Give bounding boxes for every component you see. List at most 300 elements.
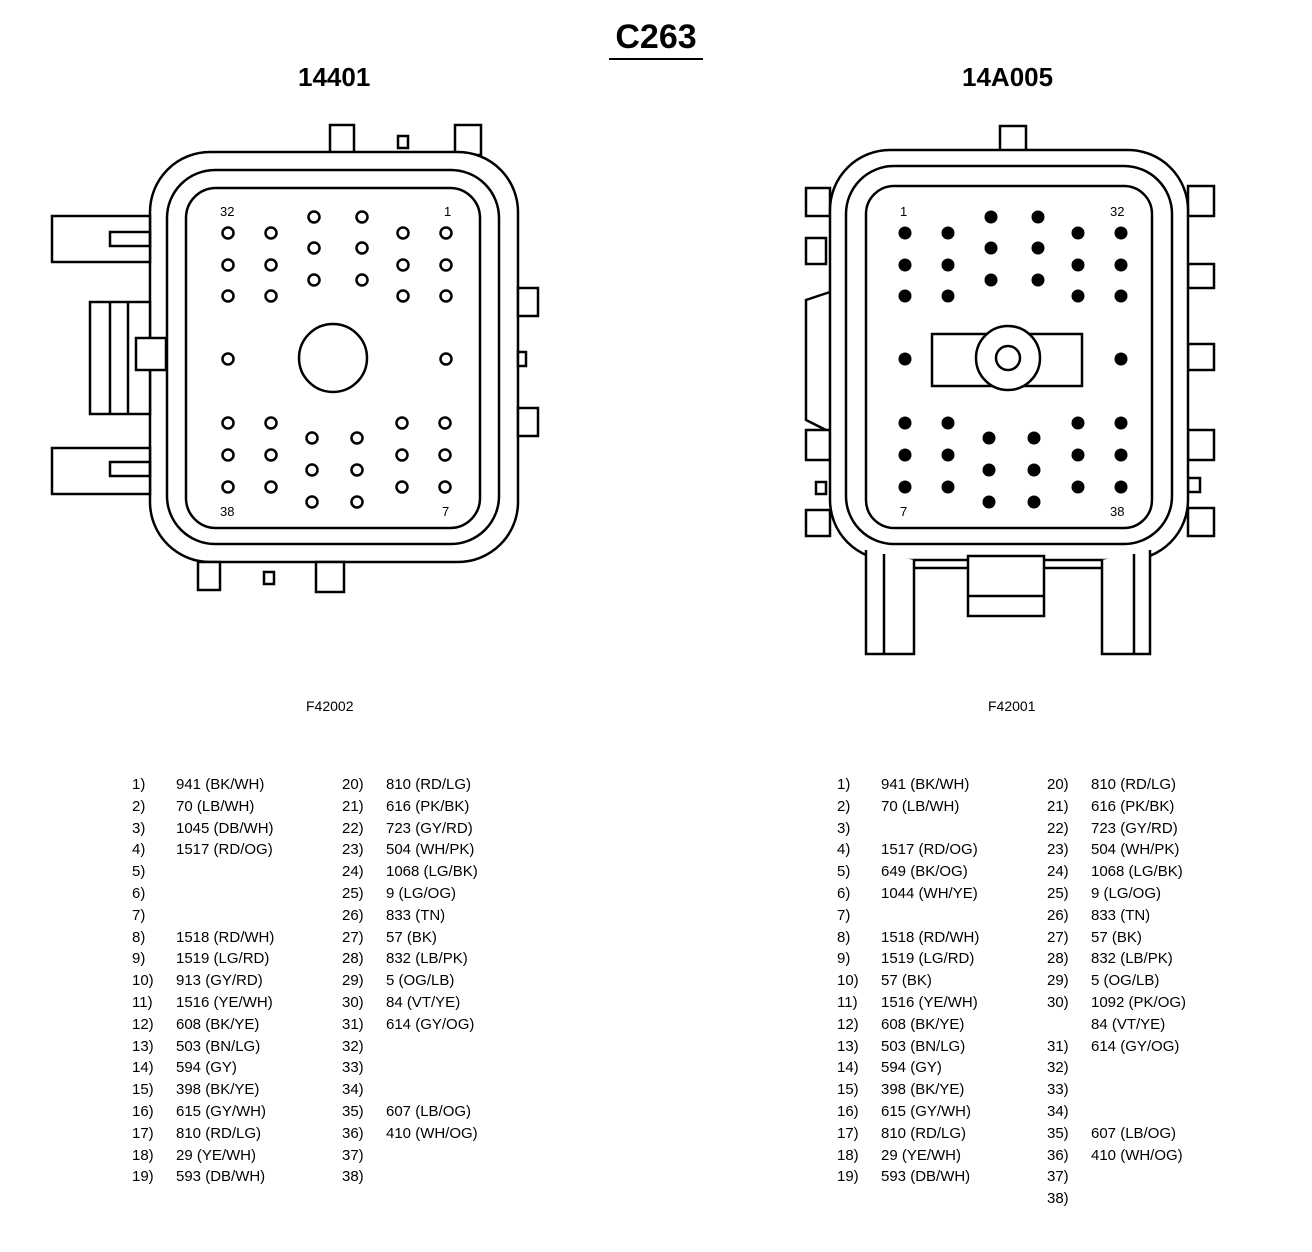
pinout-row (342, 776, 478, 798)
pinout-row (132, 776, 274, 798)
pin-number: 36) (1047, 1146, 1069, 1164)
pinout-row (342, 972, 478, 994)
pin-number: 19) (837, 1168, 859, 1186)
wire-circuit: 810 (RD/LG) (386, 776, 472, 793)
pin-cavity (900, 482, 911, 493)
pinout-row (1047, 1081, 1186, 1103)
right-part-number: 14A005 (962, 62, 1054, 92)
pin-number: 22) (342, 819, 364, 837)
pinout-row (837, 1081, 979, 1103)
wire-circuit: 593 (DB/WH) (881, 1168, 971, 1186)
pin-number: 16) (132, 1102, 154, 1120)
pin-number: 19) (132, 1168, 154, 1186)
pinout-row (342, 994, 478, 1016)
pin-number: 5) (837, 863, 851, 881)
wire-circuit: 504 (WH/PK) (386, 841, 475, 859)
pin-number: 18) (132, 1146, 154, 1164)
right-connector (806, 126, 1214, 654)
wire-circuit: 594 (GY) (881, 1059, 942, 1077)
pin-number: 30) (342, 993, 364, 1011)
pin-cavity (900, 450, 911, 461)
pinout-row (132, 972, 274, 994)
pin-number: 24) (342, 863, 364, 881)
wire-circuit: 649 (BK/OG) (881, 863, 968, 881)
pin-cavity (357, 212, 368, 223)
pinout-row (1047, 994, 1186, 1016)
pin-cavity (984, 433, 995, 444)
wire-circuit: 615 (GY/WH) (881, 1102, 972, 1120)
pinout-row (132, 1059, 274, 1081)
pin-number: 2) (837, 797, 851, 815)
pin-number: 12) (837, 1015, 859, 1033)
pin-cavity (1033, 275, 1044, 286)
pin-number: 23) (342, 841, 364, 859)
pin-cavity (986, 243, 997, 254)
pin-cavity (943, 260, 954, 271)
pinout-row (342, 1038, 478, 1060)
left-pin-label-tr: 1 (444, 204, 452, 219)
pin-cavity (223, 228, 234, 239)
wire-circuit: 84 (VT/YE) (1091, 1015, 1166, 1033)
pin-cavity (1073, 450, 1084, 461)
wire-circuit: 608 (BK/YE) (176, 1015, 260, 1033)
pin-number: 6) (837, 884, 851, 902)
pinout-row (342, 1059, 478, 1081)
pin-number: 12) (132, 1015, 154, 1033)
pinout-row (1047, 1016, 1186, 1038)
pin-number: 4) (837, 841, 851, 859)
left-figure-id: F42002 (306, 698, 354, 714)
pin-cavity (900, 260, 911, 271)
pin-cavity (223, 418, 234, 429)
connector-title: C263 (0, 18, 1312, 57)
right-figure-id: F42001 (988, 698, 1036, 714)
pinout-row (837, 1059, 979, 1081)
pin-number: 25) (342, 884, 364, 902)
pin-number: 1) (132, 776, 146, 793)
wire-circuit: 57 (BK) (386, 928, 437, 946)
pin-number: 21) (342, 797, 364, 815)
wire-circuit: 1068 (LG/BK) (1091, 863, 1183, 881)
wire-circuit: 810 (RD/LG) (176, 1124, 262, 1142)
pin-cavity (307, 433, 318, 444)
wire-circuit: 913 (GY/RD) (176, 972, 263, 990)
pin-cavity (397, 418, 408, 429)
pinout-row (837, 972, 979, 994)
pinout-row (342, 929, 478, 951)
pin-cavity (984, 497, 995, 508)
left-pinout-col1 (132, 776, 274, 1190)
pin-cavity (266, 291, 277, 302)
pinout-row (1047, 907, 1186, 929)
wire-circuit: 723 (GY/RD) (386, 819, 473, 837)
wire-circuit: 70 (LB/WH) (881, 797, 960, 815)
pin-cavity (943, 291, 954, 302)
pin-cavity (266, 260, 277, 271)
pin-number: 35) (1047, 1124, 1069, 1142)
pin-number: 15) (132, 1081, 154, 1099)
pin-number: 18) (837, 1146, 859, 1164)
pinout-row (132, 820, 274, 842)
wire-circuit: 70 (LB/WH) (176, 797, 255, 815)
pin-cavity (307, 497, 318, 508)
pin-number: 14) (837, 1059, 859, 1077)
pin-number: 24) (1047, 863, 1069, 881)
pinout-row (132, 1103, 274, 1125)
pinout-row (1047, 950, 1186, 972)
pinout-row (837, 994, 979, 1016)
pin-cavity (900, 418, 911, 429)
pin-cavity (1029, 433, 1040, 444)
pinout-row (132, 950, 274, 972)
pinout-row (342, 863, 478, 885)
pin-cavity (943, 228, 954, 239)
pin-number: 1) (837, 776, 851, 793)
pin-number: 20) (342, 776, 364, 793)
pin-number: 33) (1047, 1081, 1069, 1099)
pin-number: 26) (342, 906, 364, 924)
pinout-row (132, 1038, 274, 1060)
pin-cavity (1073, 228, 1084, 239)
wire-circuit: 1519 (LG/RD) (881, 950, 975, 968)
pin-number: 33) (342, 1059, 364, 1077)
pin-cavity (441, 228, 452, 239)
pinout-row (342, 1081, 478, 1103)
pinout-row (342, 1103, 478, 1125)
pin-cavity (397, 482, 408, 493)
pinout-row (837, 1016, 979, 1038)
pin-cavity (1033, 243, 1044, 254)
left-pin-label-bl: 38 (220, 504, 235, 519)
pin-cavity (1116, 291, 1127, 302)
pin-number: 27) (342, 928, 364, 946)
pinout-row (837, 776, 979, 798)
pin-cavity (440, 450, 451, 461)
pin-number: 3) (132, 819, 146, 837)
right-pin-label-bl: 7 (900, 504, 908, 519)
pin-number (1047, 1016, 1091, 1038)
right-pin-label-tl: 1 (900, 204, 908, 219)
wire-circuit: 1068 (LG/BK) (386, 863, 478, 881)
pin-number: 9) (837, 950, 851, 968)
pinout-row (132, 1125, 274, 1147)
pin-cavity (352, 465, 363, 476)
pin-cavity (266, 228, 277, 239)
pin-cavity (1029, 465, 1040, 476)
pinout-row (1047, 776, 1186, 798)
pinout-row (1047, 1059, 1186, 1081)
pin-cavity (1116, 418, 1127, 429)
pin-cavity (1116, 354, 1127, 365)
left-pin-label-br: 7 (442, 504, 450, 519)
pin-number: 37) (1047, 1168, 1069, 1186)
pinout-row (342, 907, 478, 929)
wire-circuit: 614 (GY/OG) (386, 1015, 475, 1033)
pin-number: 10) (132, 972, 154, 990)
pinout-row (132, 863, 274, 885)
pin-number: 31) (342, 1015, 364, 1033)
wire-circuit: 1516 (YE/WH) (881, 993, 978, 1011)
pinout-row (132, 885, 274, 907)
pin-cavity (440, 418, 451, 429)
pin-number: 7) (837, 906, 851, 924)
wire-circuit: 607 (LB/OG) (1091, 1124, 1177, 1142)
wire-circuit: 810 (RD/LG) (1091, 776, 1177, 793)
pin-number: 9) (132, 950, 146, 968)
wire-circuit: 410 (WH/OG) (1091, 1146, 1183, 1164)
pinout-row (132, 1081, 274, 1103)
pin-number: 34) (342, 1081, 364, 1099)
pin-number: 29) (342, 972, 364, 990)
pin-cavity (943, 418, 954, 429)
wire-circuit: 9 (LG/OG) (1091, 884, 1162, 902)
pinout-row (342, 1147, 478, 1169)
pinout-row (837, 929, 979, 951)
pin-cavity (441, 260, 452, 271)
pin-cavity (223, 291, 234, 302)
pin-cavity (398, 291, 409, 302)
pinout-row (837, 841, 979, 863)
pin-cavity (223, 260, 234, 271)
pinout-row (1047, 1125, 1186, 1147)
wire-circuit: 1519 (LG/RD) (176, 950, 270, 968)
pin-number: 32) (1047, 1059, 1069, 1077)
pin-cavity (266, 482, 277, 493)
pin-number: 21) (1047, 797, 1069, 815)
pin-cavity (398, 260, 409, 271)
pin-cavity (986, 275, 997, 286)
wire-circuit: 503 (BN/LG) (881, 1037, 966, 1055)
pin-number: 10) (837, 972, 859, 990)
pin-number: 16) (837, 1102, 859, 1120)
pinout-row (837, 863, 979, 885)
pin-number: 36) (342, 1124, 364, 1142)
pinout-row (837, 1125, 979, 1147)
pinout-row (1047, 841, 1186, 863)
pinout-row (342, 1168, 478, 1190)
pin-cavity (357, 275, 368, 286)
pinout-row (1047, 972, 1186, 994)
pin-number: 15) (837, 1081, 859, 1099)
wire-circuit: 941 (BK/WH) (176, 776, 265, 793)
wire-circuit: 616 (PK/BK) (1091, 797, 1175, 815)
pin-cavity (307, 465, 318, 476)
wire-circuit: 593 (DB/WH) (176, 1168, 266, 1186)
pinout-row (1047, 929, 1186, 951)
pinout-row (837, 798, 979, 820)
pinout-row (1047, 1103, 1186, 1125)
pin-cavity (309, 275, 320, 286)
pinout-row (132, 1016, 274, 1038)
wire-circuit: 57 (BK) (881, 972, 932, 990)
wire-circuit: 1518 (RD/WH) (881, 928, 980, 946)
wire-circuit: 398 (BK/YE) (176, 1081, 260, 1099)
wire-circuit: 9 (LG/OG) (386, 884, 457, 902)
pinout-row (837, 950, 979, 972)
right-pin-label-tr: 32 (1110, 204, 1125, 219)
wire-circuit: 810 (RD/LG) (881, 1124, 967, 1142)
pin-cavity (352, 433, 363, 444)
pin-cavity (397, 450, 408, 461)
wire-circuit: 1517 (RD/OG) (176, 841, 273, 859)
pin-cavity (1116, 482, 1127, 493)
pin-cavity (1073, 482, 1084, 493)
pinout-row (132, 841, 274, 863)
wire-circuit: 941 (BK/WH) (881, 776, 970, 793)
wire-circuit: 1516 (YE/WH) (176, 993, 273, 1011)
pin-cavity (1073, 291, 1084, 302)
left-part-number: 14401 (298, 62, 371, 92)
pinout-row (132, 907, 274, 929)
pin-number: 3) (837, 819, 851, 837)
pin-cavity (900, 354, 911, 365)
wire-circuit: 723 (GY/RD) (1091, 819, 1178, 837)
pin-number: 32) (342, 1037, 364, 1055)
pin-number: 13) (837, 1037, 859, 1055)
pinout-row (1047, 1147, 1186, 1169)
pin-number: 38) (1047, 1190, 1069, 1208)
pin-cavity (900, 291, 911, 302)
pin-cavity (266, 418, 277, 429)
pinout-row (342, 841, 478, 863)
pinout-row (132, 798, 274, 820)
pinout-row (1047, 1190, 1186, 1212)
pinout-row (342, 885, 478, 907)
wire-circuit: 1517 (RD/OG) (881, 841, 978, 859)
pinout-row (132, 994, 274, 1016)
pin-cavity (943, 482, 954, 493)
pinout-row (1047, 863, 1186, 885)
pinout-row (342, 1125, 478, 1147)
pin-cavity (984, 465, 995, 476)
wire-circuit: 614 (GY/OG) (1091, 1037, 1180, 1055)
right-pinout-col2 (1047, 776, 1186, 1212)
pin-number: 17) (837, 1124, 859, 1142)
pinout-row (837, 1038, 979, 1060)
wire-circuit: 615 (GY/WH) (176, 1102, 267, 1120)
wire-circuit: 833 (TN) (386, 906, 446, 924)
pinout-row (132, 1147, 274, 1169)
pin-number: 22) (1047, 819, 1069, 837)
pinout-row (837, 820, 979, 842)
wire-circuit: 503 (BN/LG) (176, 1037, 261, 1055)
pinout-row (1047, 798, 1186, 820)
pin-cavity (1029, 497, 1040, 508)
wire-circuit: 616 (PK/BK) (386, 797, 470, 815)
wire-circuit: 5 (OG/LB) (386, 972, 455, 990)
pinout-row (342, 950, 478, 972)
pin-number: 4) (132, 841, 146, 859)
pin-cavity (1033, 212, 1044, 223)
pin-cavity (986, 212, 997, 223)
pin-number: 38) (342, 1168, 364, 1186)
pin-cavity (1073, 260, 1084, 271)
wire-circuit: 833 (TN) (1091, 906, 1151, 924)
wire-circuit: 504 (WH/PK) (1091, 841, 1180, 859)
left-pinout-col2 (342, 776, 478, 1190)
pinout-row (342, 1016, 478, 1038)
pin-cavity (223, 354, 234, 365)
pin-number: 17) (132, 1124, 154, 1142)
pin-number: 37) (342, 1146, 364, 1164)
pin-number: 2) (132, 797, 146, 815)
pinout-row (1047, 820, 1186, 842)
wire-circuit: 832 (LB/PK) (386, 950, 468, 968)
pin-number: 13) (132, 1037, 154, 1055)
pin-cavity (309, 212, 320, 223)
pin-number: 30) (1047, 993, 1069, 1011)
pin-cavity (440, 482, 451, 493)
pinout-row (132, 1168, 274, 1190)
pin-cavity (352, 497, 363, 508)
pin-number: 6) (132, 884, 146, 902)
pinout-row (837, 1147, 979, 1169)
wire-circuit: 57 (BK) (1091, 928, 1142, 946)
pin-number: 20) (1047, 776, 1069, 793)
pinout-row (837, 1168, 979, 1190)
pin-cavity (1116, 450, 1127, 461)
pin-cavity (1116, 260, 1127, 271)
wire-circuit: 1044 (WH/YE) (881, 884, 978, 902)
wire-circuit: 594 (GY) (176, 1059, 237, 1077)
pin-cavity (441, 354, 452, 365)
pin-cavity (357, 243, 368, 254)
left-connector (52, 125, 538, 592)
pin-cavity (1116, 228, 1127, 239)
wire-circuit: 84 (VT/YE) (386, 993, 461, 1011)
pin-cavity (223, 450, 234, 461)
pinout-row (837, 907, 979, 929)
pin-number: 8) (132, 928, 146, 946)
pin-cavity (223, 482, 234, 493)
pin-number: 35) (342, 1102, 364, 1120)
pin-number: 11) (132, 993, 153, 1011)
pin-number: 7) (132, 906, 146, 924)
left-pin-label-tl: 32 (220, 204, 235, 219)
right-pinout-col1 (837, 776, 979, 1190)
wire-circuit: 5 (OG/LB) (1091, 972, 1160, 990)
pinout-row (342, 820, 478, 842)
pinout-row (1047, 885, 1186, 907)
wire-circuit: 608 (BK/YE) (881, 1015, 965, 1033)
pin-cavity (943, 450, 954, 461)
wire-circuit: 29 (YE/WH) (176, 1146, 257, 1164)
wire-circuit: 1092 (PK/OG) (1091, 993, 1187, 1011)
pinout-row (1047, 1038, 1186, 1060)
pin-number: 31) (1047, 1037, 1069, 1055)
pinout-row (837, 885, 979, 907)
pin-number: 23) (1047, 841, 1069, 859)
pin-number: 29) (1047, 972, 1069, 990)
pin-number: 14) (132, 1059, 154, 1077)
pin-number: 5) (132, 863, 146, 881)
wire-circuit: 410 (WH/OG) (386, 1124, 478, 1142)
pin-number: 28) (342, 950, 364, 968)
wire-circuit: 1518 (RD/WH) (176, 928, 275, 946)
pin-number: 27) (1047, 928, 1069, 946)
pin-cavity (309, 243, 320, 254)
pin-cavity (398, 228, 409, 239)
pinout-row (132, 929, 274, 951)
pin-number: 34) (1047, 1102, 1069, 1120)
wire-circuit: 398 (BK/YE) (881, 1081, 965, 1099)
pin-number: 8) (837, 928, 851, 946)
pin-cavity (441, 291, 452, 302)
pin-number: 25) (1047, 884, 1069, 902)
pin-cavity (1073, 418, 1084, 429)
right-pin-label-br: 38 (1110, 504, 1125, 519)
wire-circuit: 607 (LB/OG) (386, 1102, 472, 1120)
